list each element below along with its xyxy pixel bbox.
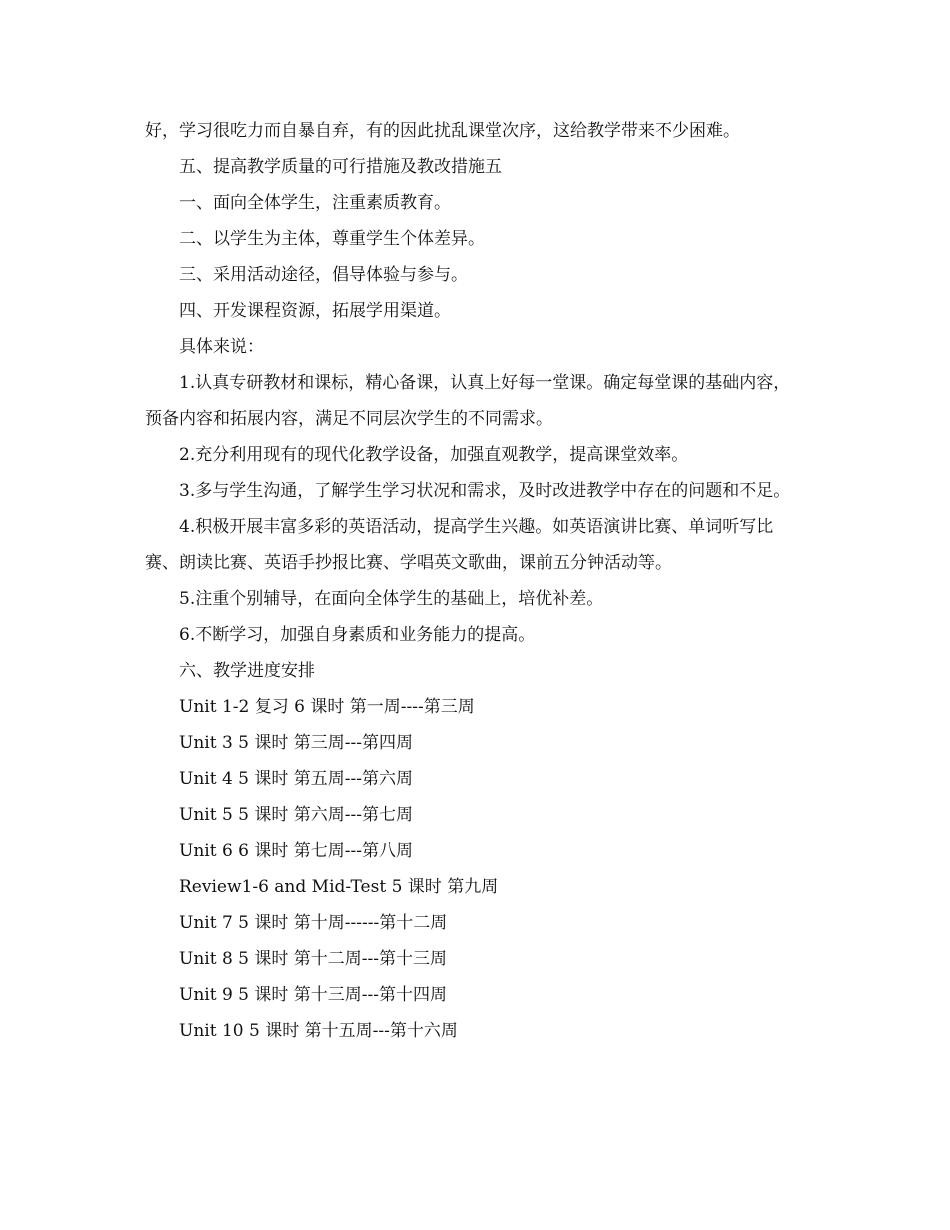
schedule-line: Unit 3 5 课时 第三周---第四周	[179, 733, 414, 753]
specifics-heading: 具体来说：	[179, 337, 264, 357]
section-heading-six: 六、教学进度安排	[179, 661, 315, 681]
schedule-line: Unit 8 5 课时 第十二周---第十三周	[179, 949, 448, 969]
schedule-line: Unit 1-2 复习 6 课时 第一周----第三周	[179, 697, 475, 717]
schedule-line: Unit 10 5 课时 第十五周---第十六周	[179, 1021, 458, 1041]
measure-item-3: 三、采用活动途径，倡导体验与参与。	[179, 265, 468, 285]
section-heading-five: 五、提高教学质量的可行措施及教改措施五	[179, 157, 502, 177]
paragraph-continuation: 好，学习很吃力而自暴自弃，有的因此扰乱课堂次序，这给教学带来不少困难。	[145, 121, 740, 141]
specific-point-4: 4.积极开展丰富多彩的英语活动，提高学生兴趣。如英语演讲比赛、单词听写比赛、朗读比赛、英语手抄报比赛、学唱英文歌曲，课前五分钟活动等。	[145, 517, 774, 573]
measure-item-1: 一、面向全体学生，注重素质教育。	[179, 193, 451, 213]
schedule-line: Unit 9 5 课时 第十三周---第十四周	[179, 985, 448, 1005]
specific-point-1: 1.认真专研教材和课标，精心备课，认真上好每一堂课。确定每堂课的基础内容，预备内容和拓展内容，满足不同层次学生的不同需求。	[145, 373, 791, 429]
specific-point-5: 5.注重个别辅导，在面向全体学生的基础上，培优补差。	[179, 589, 604, 609]
schedule-line: Unit 7 5 课时 第十周------第十二周	[179, 913, 448, 933]
schedule-line: Unit 6 6 课时 第七周---第八周	[179, 841, 414, 861]
specific-point-6: 6.不断学习，加强自身素质和业务能力的提高。	[179, 625, 536, 645]
measure-item-4: 四、开发课程资源，拓展学用渠道。	[179, 301, 451, 321]
measure-item-2: 二、以学生为主体，尊重学生个体差异。	[179, 229, 485, 249]
schedule-line: Unit 4 5 课时 第五周---第六周	[179, 769, 414, 789]
schedule-line: Review1-6 and Mid-Test 5 课时 第九周	[179, 877, 499, 897]
specific-point-2: 2.充分利用现有的现代化教学设备，加强直观教学，提高课堂效率。	[179, 445, 689, 465]
specific-point-3: 3.多与学生沟通，了解学生学习状况和需求，及时改进教学中存在的问题和不足。	[179, 481, 791, 501]
document-body	[145, 113, 805, 1049]
schedule-line: Unit 5 5 课时 第六周---第七周	[179, 805, 414, 825]
